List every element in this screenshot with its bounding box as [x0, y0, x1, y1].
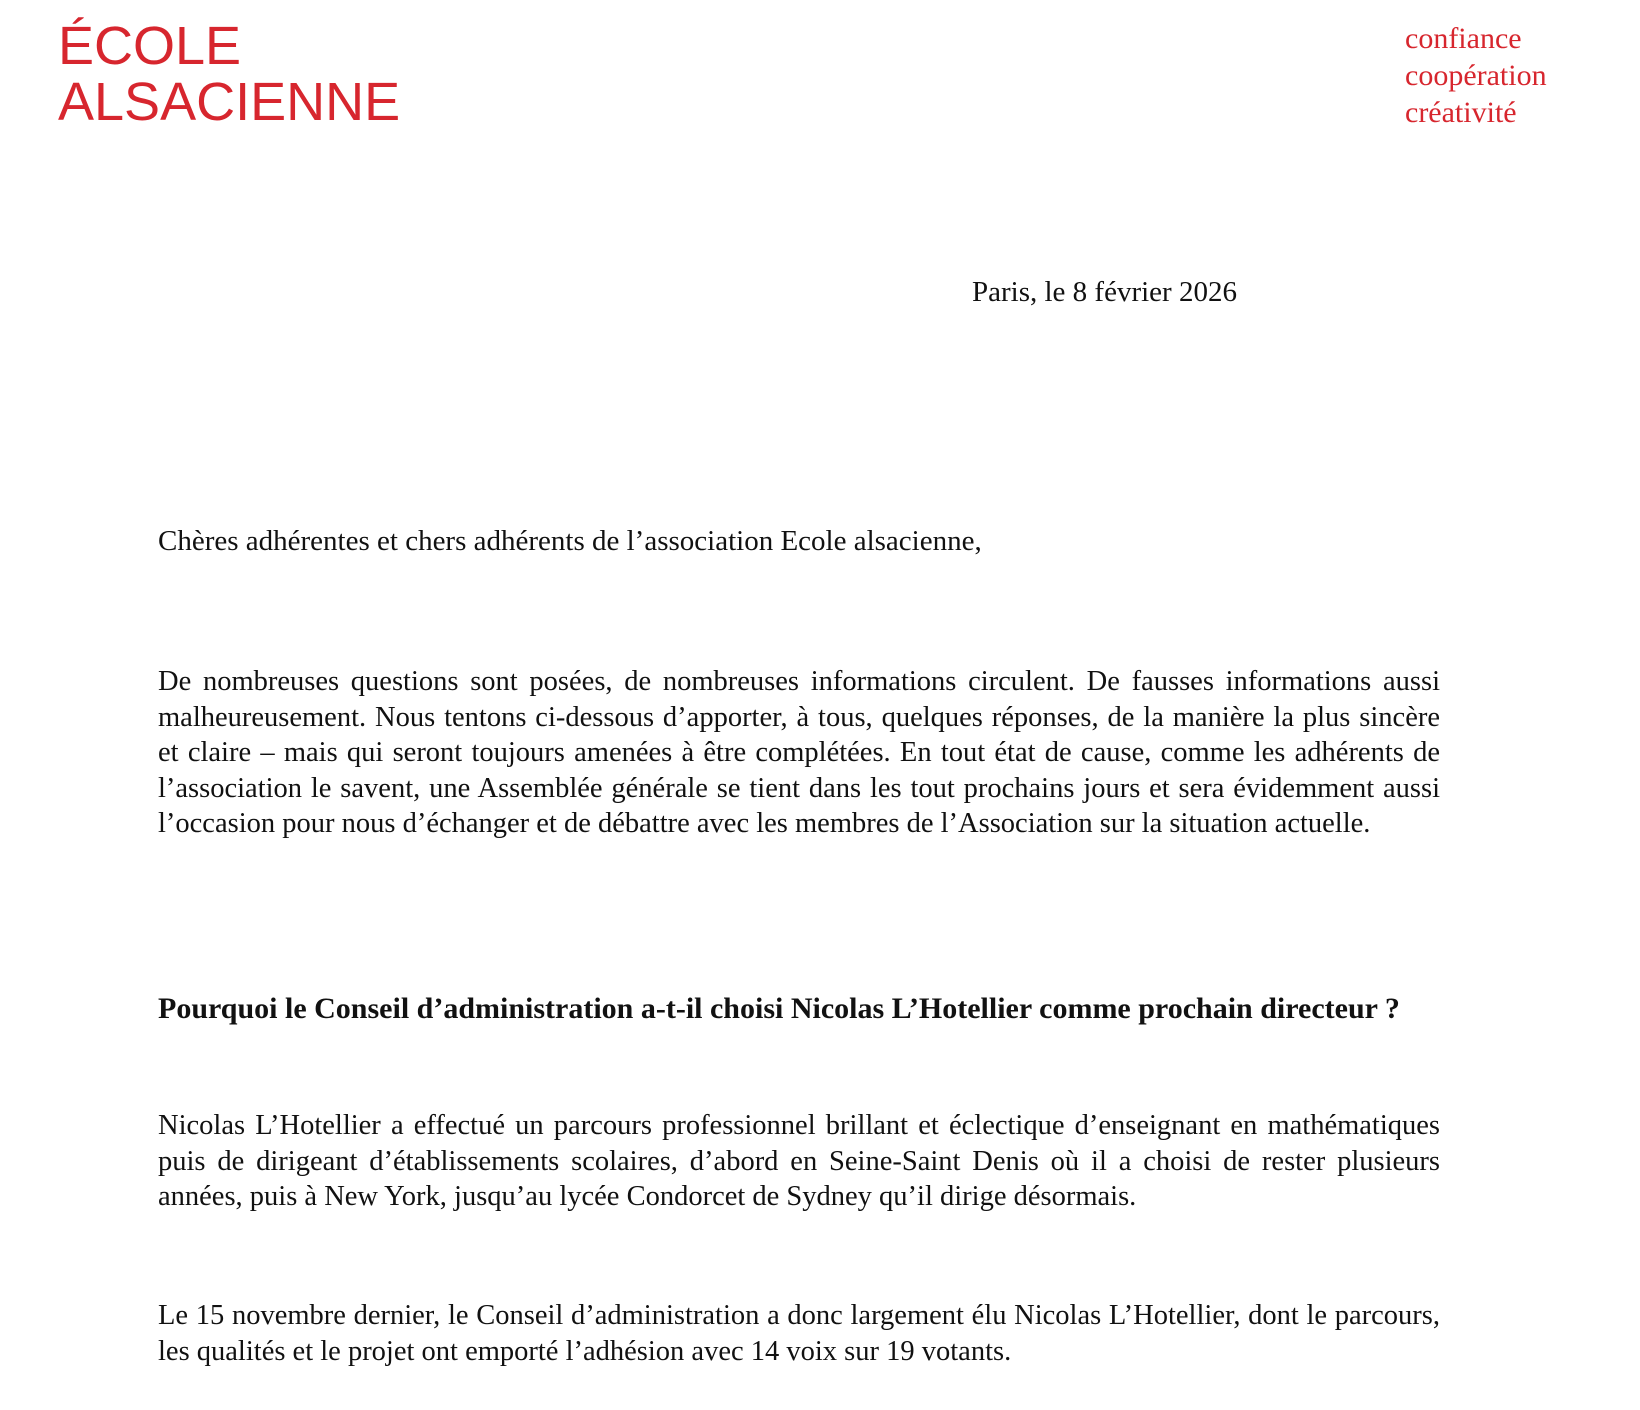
election-paragraph: Le 15 novembre dernier, le Conseil d’administration a donc largement élu Nicolas L’Hotellier, dont le parcours, les qualités et le projet ont emporté l’adhésion avec 14 voix sur 19 votants.: [158, 1300, 1440, 1367]
logo-line-1: ÉCOLE: [58, 16, 242, 76]
school-motto: [1405, 20, 1547, 131]
letter-greeting: Chères adhérentes et chers adhérents de l’association Ecole alsacienne,: [158, 525, 982, 557]
motto-word-1: confiance: [1405, 22, 1522, 55]
letter-date: Paris, le 8 février 2026: [972, 276, 1237, 308]
motto-word-2: coopération: [1405, 59, 1547, 92]
section-heading: Pourquoi le Conseil d’administration a-t-il choisi Nicolas L’Hotellier comme prochain directeur ?: [158, 992, 1400, 1025]
motto-word-3: créativité: [1405, 96, 1517, 129]
background-paragraph: Nicolas L’Hotellier a effectué un parcours professionnel brillant et éclectique d’enseignant en mathématiques puis de dirigeant d’établissements scolaires, d’abord en Seine-Saint Denis où il a choisi de rester plusieurs années, puis à New York, jusqu’au lycée Condorcet de Sydney qu’il dirige désormais.: [158, 1110, 1440, 1213]
school-logo: [58, 18, 400, 130]
intro-paragraph: De nombreuses questions sont posées, de nombreuses informations circulent. De fausses informations aussi malheureusement. Nous tentons ci-dessous d’apporter, à tous, quelques réponses, de la manière la plus sincère et claire – mais qui seront toujours amenées à être complétées. En tout état de cause, comme les adhérents de l’association le savent, une Assemblée générale se tient dans les tout prochains jours et sera évidemment aussi l’occasion pour nous d’échanger et de débattre avec les membres de l’Association sur la situation actuelle.: [158, 666, 1440, 840]
logo-line-2: ALSACIENNE: [58, 72, 401, 132]
